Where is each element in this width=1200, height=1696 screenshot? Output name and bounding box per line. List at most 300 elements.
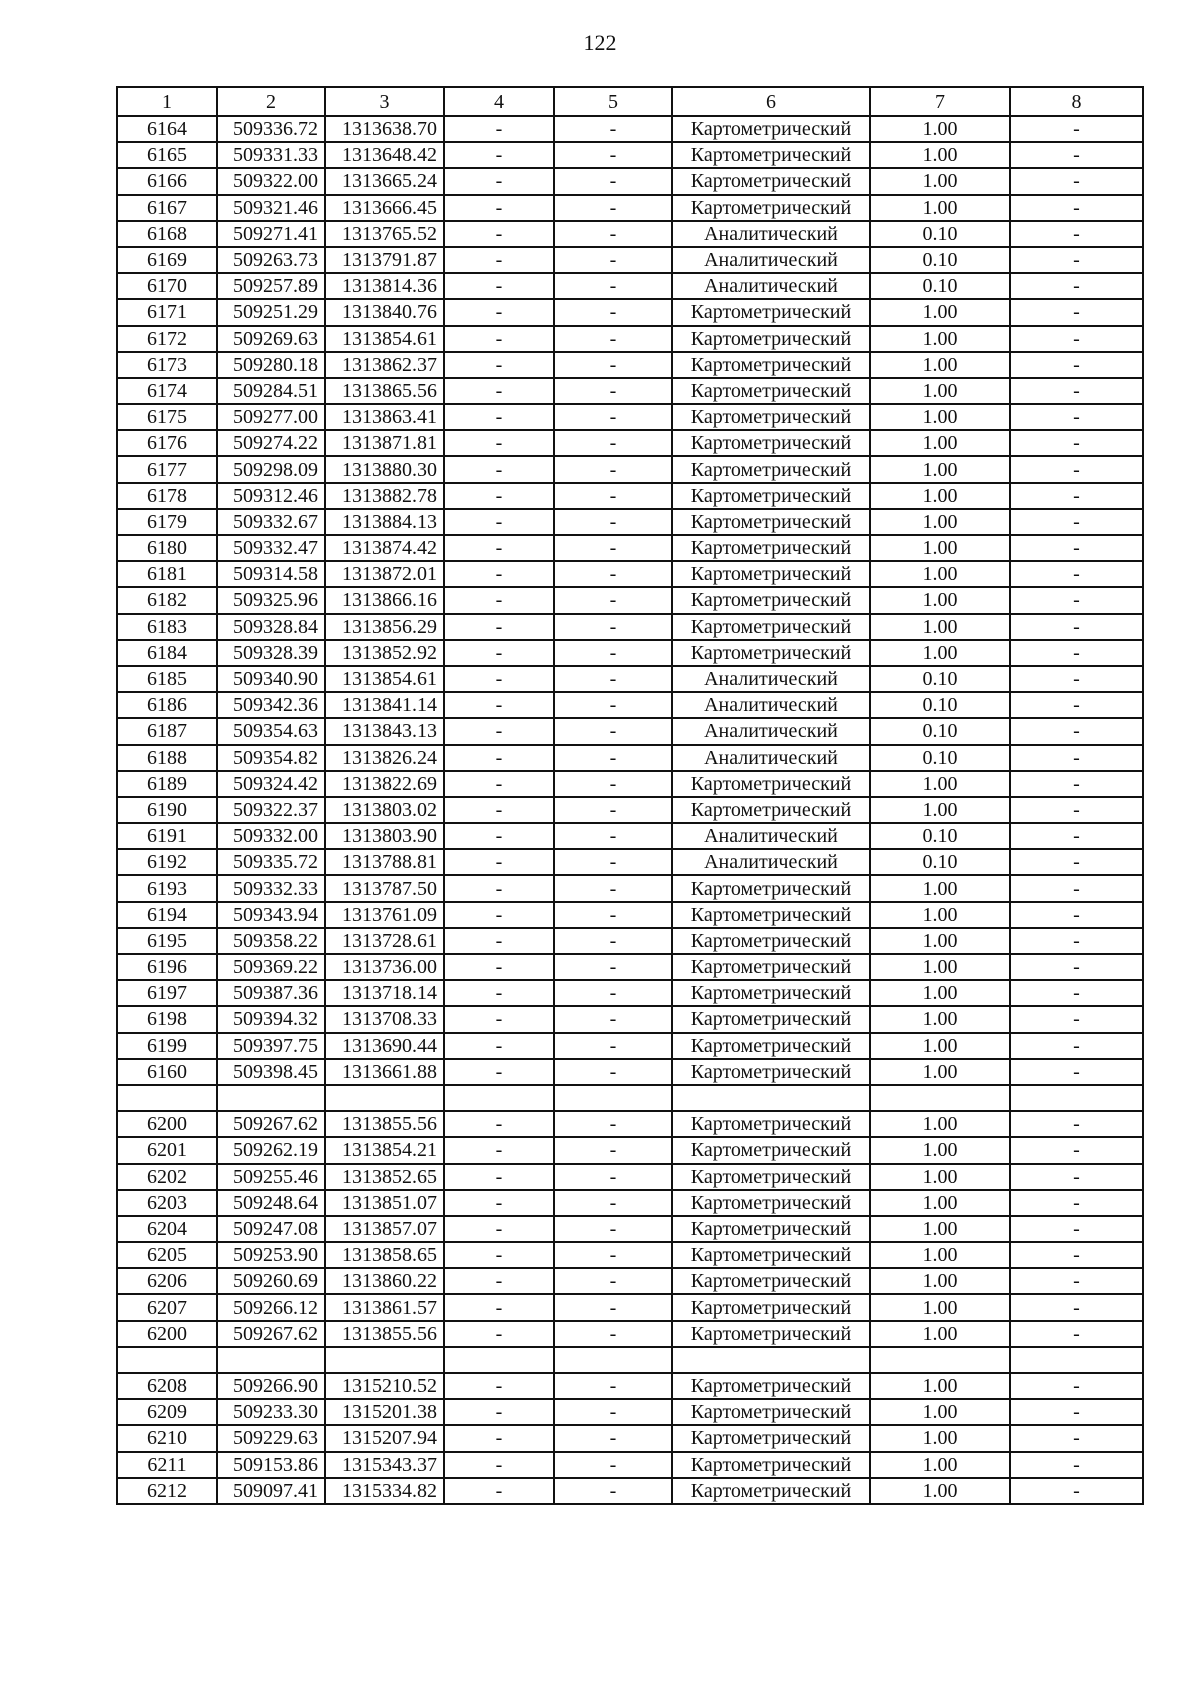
table-cell: 1313718.14	[325, 980, 444, 1006]
column-header: 1	[117, 87, 217, 116]
table-cell: 6178	[117, 483, 217, 509]
table-cell: -	[444, 980, 554, 1006]
table-cell: Картометрический	[672, 954, 870, 980]
table-cell: -	[554, 168, 672, 194]
table-cell: -	[554, 1399, 672, 1425]
table-cell: 6187	[117, 718, 217, 744]
table-cell: -	[554, 247, 672, 273]
table-cell: -	[554, 1059, 672, 1085]
table-cell: -	[1010, 1059, 1143, 1085]
table-cell: 6189	[117, 771, 217, 797]
table-cell: Картометрический	[672, 1452, 870, 1478]
table-cell: 509277.00	[217, 404, 325, 430]
table-cell: Аналитический	[672, 273, 870, 299]
table-cell: -	[554, 509, 672, 535]
table-cell: Аналитический	[672, 666, 870, 692]
table-cell: -	[1010, 142, 1143, 168]
table-cell: 509271.41	[217, 221, 325, 247]
table-cell: 1313826.24	[325, 745, 444, 771]
table-cell: 1.00	[870, 1111, 1010, 1137]
table-cell: 6164	[117, 116, 217, 142]
table-row	[117, 1321, 1143, 1347]
table-cell: Картометрический	[672, 1268, 870, 1294]
table-cell: -	[1010, 247, 1143, 273]
table-cell: Картометрический	[672, 1111, 870, 1137]
table-cell: -	[554, 771, 672, 797]
table-cell: 509343.94	[217, 902, 325, 928]
table-cell: 1.00	[870, 195, 1010, 221]
table-row	[117, 797, 1143, 823]
table-cell: 1313822.69	[325, 771, 444, 797]
table-cell: -	[1010, 1111, 1143, 1137]
table-cell: 0.10	[870, 273, 1010, 299]
table-cell: -	[444, 849, 554, 875]
table-cell: Картометрический	[672, 902, 870, 928]
table-cell: Картометрический	[672, 509, 870, 535]
table-row	[117, 1216, 1143, 1242]
table-row	[117, 378, 1143, 404]
table-cell: 1.00	[870, 430, 1010, 456]
table-cell: 6210	[117, 1425, 217, 1451]
table-cell: 509251.29	[217, 299, 325, 325]
table-cell: -	[1010, 352, 1143, 378]
table-cell: 509298.09	[217, 456, 325, 482]
table-cell: -	[554, 221, 672, 247]
table-cell: Аналитический	[672, 745, 870, 771]
table-cell: -	[444, 430, 554, 456]
table-cell: Картометрический	[672, 1216, 870, 1242]
table-cell: 1.00	[870, 1006, 1010, 1032]
table-cell: 1313728.61	[325, 928, 444, 954]
table-cell: Картометрический	[672, 378, 870, 404]
table-cell: -	[1010, 614, 1143, 640]
table-cell: -	[1010, 509, 1143, 535]
table-cell: -	[444, 1399, 554, 1425]
table-cell: Картометрический	[672, 1321, 870, 1347]
table-cell: Картометрический	[672, 614, 870, 640]
table-cell: 6206	[117, 1268, 217, 1294]
table-cell: 6200	[117, 1111, 217, 1137]
table-cell: 6195	[117, 928, 217, 954]
table-cell: 6211	[117, 1452, 217, 1478]
table-cell: 0.10	[870, 823, 1010, 849]
table-cell: -	[554, 902, 672, 928]
table-cell: 1313841.14	[325, 692, 444, 718]
table-row	[117, 1137, 1143, 1163]
table-cell: -	[1010, 116, 1143, 142]
table-cell: 6200	[117, 1321, 217, 1347]
table-cell: 6197	[117, 980, 217, 1006]
table-cell: 1313736.00	[325, 954, 444, 980]
table-row	[117, 168, 1143, 194]
table-cell: 1.00	[870, 614, 1010, 640]
table-cell: 509266.90	[217, 1373, 325, 1399]
table-cell: -	[1010, 692, 1143, 718]
table-cell: Картометрический	[672, 1164, 870, 1190]
table-cell: -	[1010, 299, 1143, 325]
table-cell: 6172	[117, 326, 217, 352]
table-cell: -	[1010, 902, 1143, 928]
table-cell: 1.00	[870, 640, 1010, 666]
table-cell: 6182	[117, 587, 217, 613]
table-cell: Картометрический	[672, 587, 870, 613]
table-cell: -	[1010, 273, 1143, 299]
table-cell: 6186	[117, 692, 217, 718]
table-cell: 0.10	[870, 745, 1010, 771]
table-cell: 1313665.24	[325, 168, 444, 194]
table-cell: 1313858.65	[325, 1242, 444, 1268]
table-cell: -	[554, 928, 672, 954]
table-cell: Картометрический	[672, 771, 870, 797]
table-cell: -	[1010, 928, 1143, 954]
table-cell: -	[554, 1190, 672, 1216]
table-cell: 6167	[117, 195, 217, 221]
table-cell: -	[1010, 456, 1143, 482]
table-cell: 509262.19	[217, 1137, 325, 1163]
table-cell: -	[444, 1216, 554, 1242]
table-row	[117, 928, 1143, 954]
table-cell: 6170	[117, 273, 217, 299]
table-cell: -	[1010, 1268, 1143, 1294]
table-cell: Аналитический	[672, 849, 870, 875]
table-cell: 1313803.02	[325, 797, 444, 823]
column-header: 5	[554, 87, 672, 116]
table-row	[117, 352, 1143, 378]
table-cell: -	[444, 1033, 554, 1059]
table-cell: 6208	[117, 1373, 217, 1399]
table-cell: 6185	[117, 666, 217, 692]
table-cell: 0.10	[870, 718, 1010, 744]
table-row	[117, 1478, 1143, 1504]
table-cell: 509247.08	[217, 1216, 325, 1242]
table-cell: -	[444, 273, 554, 299]
table-cell: 6194	[117, 902, 217, 928]
table-cell: -	[554, 692, 672, 718]
table-cell: -	[1010, 221, 1143, 247]
table-cell: -	[554, 195, 672, 221]
table-cell: Картометрический	[672, 980, 870, 1006]
table-cell: 509233.30	[217, 1399, 325, 1425]
table-row	[117, 326, 1143, 352]
table-cell: 509325.96	[217, 587, 325, 613]
table-cell: 6199	[117, 1033, 217, 1059]
table-cell: 1315210.52	[325, 1373, 444, 1399]
table-cell: 509257.89	[217, 273, 325, 299]
table-row	[117, 1033, 1143, 1059]
table-cell: 509097.41	[217, 1478, 325, 1504]
table-row	[117, 1452, 1143, 1478]
table-cell: 1313854.61	[325, 666, 444, 692]
table-row	[117, 849, 1143, 875]
table-cell: 6212	[117, 1478, 217, 1504]
table-cell: 1.00	[870, 1033, 1010, 1059]
table-cell: -	[1010, 797, 1143, 823]
table-row	[117, 1373, 1143, 1399]
table-cell: Аналитический	[672, 247, 870, 273]
column-header: 3	[325, 87, 444, 116]
table-cell: 1.00	[870, 1399, 1010, 1425]
table-cell: 1.00	[870, 116, 1010, 142]
table-cell: 1.00	[870, 1242, 1010, 1268]
table-cell: -	[444, 1164, 554, 1190]
table-header-row	[117, 87, 1143, 116]
table-cell: 1313866.16	[325, 587, 444, 613]
table-separator-row	[117, 1347, 1143, 1373]
table-cell: 6205	[117, 1242, 217, 1268]
table-cell: -	[444, 1242, 554, 1268]
table-cell: -	[444, 1006, 554, 1032]
table-cell: -	[554, 849, 672, 875]
table-cell	[217, 1347, 325, 1373]
table-cell: -	[1010, 483, 1143, 509]
table-cell: -	[554, 142, 672, 168]
table-cell: -	[1010, 1190, 1143, 1216]
table-row	[117, 587, 1143, 613]
table-cell: 6203	[117, 1190, 217, 1216]
table-cell: -	[554, 1425, 672, 1451]
table-cell: 509332.47	[217, 535, 325, 561]
table-cell: 1313648.42	[325, 142, 444, 168]
table-cell: -	[554, 666, 672, 692]
table-cell: -	[1010, 535, 1143, 561]
table-cell: -	[444, 587, 554, 613]
table-cell: -	[554, 1164, 672, 1190]
table-cell: 6190	[117, 797, 217, 823]
table-cell: 509328.39	[217, 640, 325, 666]
table-cell: -	[1010, 561, 1143, 587]
table-cell: -	[1010, 1216, 1143, 1242]
table-cell: -	[1010, 430, 1143, 456]
table-row	[117, 954, 1143, 980]
table-cell: 509267.62	[217, 1321, 325, 1347]
table-cell: 0.10	[870, 849, 1010, 875]
table-cell: -	[444, 509, 554, 535]
table-cell: -	[1010, 168, 1143, 194]
coordinates-table	[116, 86, 1144, 1505]
table-cell: 509331.33	[217, 142, 325, 168]
table-cell	[672, 1085, 870, 1111]
table-cell: 1313788.81	[325, 849, 444, 875]
table-cell: 1313857.07	[325, 1216, 444, 1242]
table-cell	[325, 1085, 444, 1111]
table-cell: 6176	[117, 430, 217, 456]
table-cell: -	[444, 247, 554, 273]
table-cell: 6202	[117, 1164, 217, 1190]
table-row	[117, 299, 1143, 325]
table-cell: 6192	[117, 849, 217, 875]
table-cell: 1.00	[870, 378, 1010, 404]
table-cell: -	[554, 116, 672, 142]
table-cell: 509321.46	[217, 195, 325, 221]
column-header: 6	[672, 87, 870, 116]
table-cell: -	[1010, 666, 1143, 692]
table-cell: 6191	[117, 823, 217, 849]
table-cell: 509255.46	[217, 1164, 325, 1190]
table-cell: 1313791.87	[325, 247, 444, 273]
table-cell	[117, 1085, 217, 1111]
table-cell: 1.00	[870, 1425, 1010, 1451]
table-cell: -	[554, 1321, 672, 1347]
table-row	[117, 1425, 1143, 1451]
table-cell: 1.00	[870, 1164, 1010, 1190]
table-cell: Аналитический	[672, 221, 870, 247]
table-cell: 1313862.37	[325, 352, 444, 378]
column-header: 2	[217, 87, 325, 116]
table-cell: Картометрический	[672, 797, 870, 823]
table-cell: -	[444, 718, 554, 744]
table-cell: 1.00	[870, 1321, 1010, 1347]
table-cell: 1315334.82	[325, 1478, 444, 1504]
table-cell: -	[1010, 378, 1143, 404]
table-cell: -	[554, 299, 672, 325]
table-cell: -	[554, 1373, 672, 1399]
table-cell	[554, 1085, 672, 1111]
table-cell: -	[554, 1033, 672, 1059]
table-cell: -	[1010, 404, 1143, 430]
table-cell: Картометрический	[672, 640, 870, 666]
table-cell: -	[444, 902, 554, 928]
table-cell: 1.00	[870, 954, 1010, 980]
table-cell: Картометрический	[672, 195, 870, 221]
table-cell: 1313882.78	[325, 483, 444, 509]
table-cell: -	[444, 168, 554, 194]
table-cell: -	[554, 640, 672, 666]
table-cell: 6198	[117, 1006, 217, 1032]
table-cell: -	[1010, 326, 1143, 352]
table-row	[117, 195, 1143, 221]
table-cell: 1313852.65	[325, 1164, 444, 1190]
table-cell: 1.00	[870, 797, 1010, 823]
table-cell: 6184	[117, 640, 217, 666]
table-cell: Картометрический	[672, 1294, 870, 1320]
table-cell: 1.00	[870, 1478, 1010, 1504]
table-cell: 509354.82	[217, 745, 325, 771]
table-cell: 1313860.22	[325, 1268, 444, 1294]
table-cell: 509248.64	[217, 1190, 325, 1216]
table-cell: 6160	[117, 1059, 217, 1085]
table-cell: 1313865.56	[325, 378, 444, 404]
table-cell: -	[1010, 1425, 1143, 1451]
table-cell: -	[1010, 1399, 1143, 1425]
table-cell: 509332.33	[217, 875, 325, 901]
table-row	[117, 1059, 1143, 1085]
table-cell: Картометрический	[672, 1059, 870, 1085]
table-cell: -	[554, 1216, 672, 1242]
table-cell: 1.00	[870, 1137, 1010, 1163]
table-cell: 1.00	[870, 1268, 1010, 1294]
table-cell: Картометрический	[672, 456, 870, 482]
table-cell: 509312.46	[217, 483, 325, 509]
table-cell: -	[444, 326, 554, 352]
table-cell: -	[554, 1452, 672, 1478]
table-cell: 0.10	[870, 247, 1010, 273]
table-body	[117, 87, 1143, 1504]
table-cell: 509387.36	[217, 980, 325, 1006]
table-cell: Картометрический	[672, 352, 870, 378]
table-cell: -	[444, 797, 554, 823]
table-cell: 0.10	[870, 692, 1010, 718]
table-cell: -	[1010, 771, 1143, 797]
table-cell: 509369.22	[217, 954, 325, 980]
table-cell: 6173	[117, 352, 217, 378]
table-cell: 1313852.92	[325, 640, 444, 666]
table-cell: 1313638.70	[325, 116, 444, 142]
table-row	[117, 666, 1143, 692]
table-cell: Картометрический	[672, 928, 870, 954]
table-cell: -	[444, 745, 554, 771]
table-cell: -	[554, 875, 672, 901]
table-cell: Картометрический	[672, 1425, 870, 1451]
table-row	[117, 509, 1143, 535]
table-cell: 1313851.07	[325, 1190, 444, 1216]
table-cell: Картометрический	[672, 1006, 870, 1032]
table-cell: -	[444, 299, 554, 325]
table-cell: -	[1010, 954, 1143, 980]
table-cell: -	[444, 771, 554, 797]
table-cell: Картометрический	[672, 535, 870, 561]
table-row	[117, 980, 1143, 1006]
table-cell: 1313874.42	[325, 535, 444, 561]
table-cell: 1313880.30	[325, 456, 444, 482]
table-cell: -	[1010, 1294, 1143, 1320]
table-cell: -	[444, 142, 554, 168]
table-row	[117, 483, 1143, 509]
table-cell: 509332.00	[217, 823, 325, 849]
page-number: 122	[583, 30, 617, 55]
table-cell: 1313884.13	[325, 509, 444, 535]
table-cell: -	[444, 666, 554, 692]
table-cell: 509322.00	[217, 168, 325, 194]
table-cell: -	[444, 692, 554, 718]
table-cell: 509398.45	[217, 1059, 325, 1085]
table-row	[117, 745, 1143, 771]
table-cell: 1.00	[870, 483, 1010, 509]
table-cell: 6169	[117, 247, 217, 273]
table-cell: -	[554, 954, 672, 980]
table-cell	[325, 1347, 444, 1373]
table-row	[117, 116, 1143, 142]
table-row	[117, 456, 1143, 482]
table-cell: -	[1010, 195, 1143, 221]
table-cell: -	[554, 273, 672, 299]
table-row	[117, 430, 1143, 456]
table-cell: 1.00	[870, 1294, 1010, 1320]
table-cell: -	[1010, 823, 1143, 849]
table-cell: 1313855.56	[325, 1321, 444, 1347]
table-cell: Картометрический	[672, 561, 870, 587]
table-cell: 509274.22	[217, 430, 325, 456]
table-row	[117, 221, 1143, 247]
table-row	[117, 535, 1143, 561]
table-cell	[870, 1347, 1010, 1373]
table-cell: -	[554, 378, 672, 404]
table-row	[117, 718, 1143, 744]
table-cell: Картометрический	[672, 1478, 870, 1504]
table-separator-row	[117, 1085, 1143, 1111]
table-cell: 509342.36	[217, 692, 325, 718]
table-cell: 509335.72	[217, 849, 325, 875]
table-cell: 6183	[117, 614, 217, 640]
table-cell: -	[1010, 1478, 1143, 1504]
table-cell: -	[554, 745, 672, 771]
table-cell: Картометрический	[672, 1137, 870, 1163]
table-cell: 1.00	[870, 902, 1010, 928]
table-cell: -	[444, 875, 554, 901]
table-cell: 1.00	[870, 404, 1010, 430]
table-cell: 509267.62	[217, 1111, 325, 1137]
table-row	[117, 771, 1143, 797]
table-row	[117, 823, 1143, 849]
